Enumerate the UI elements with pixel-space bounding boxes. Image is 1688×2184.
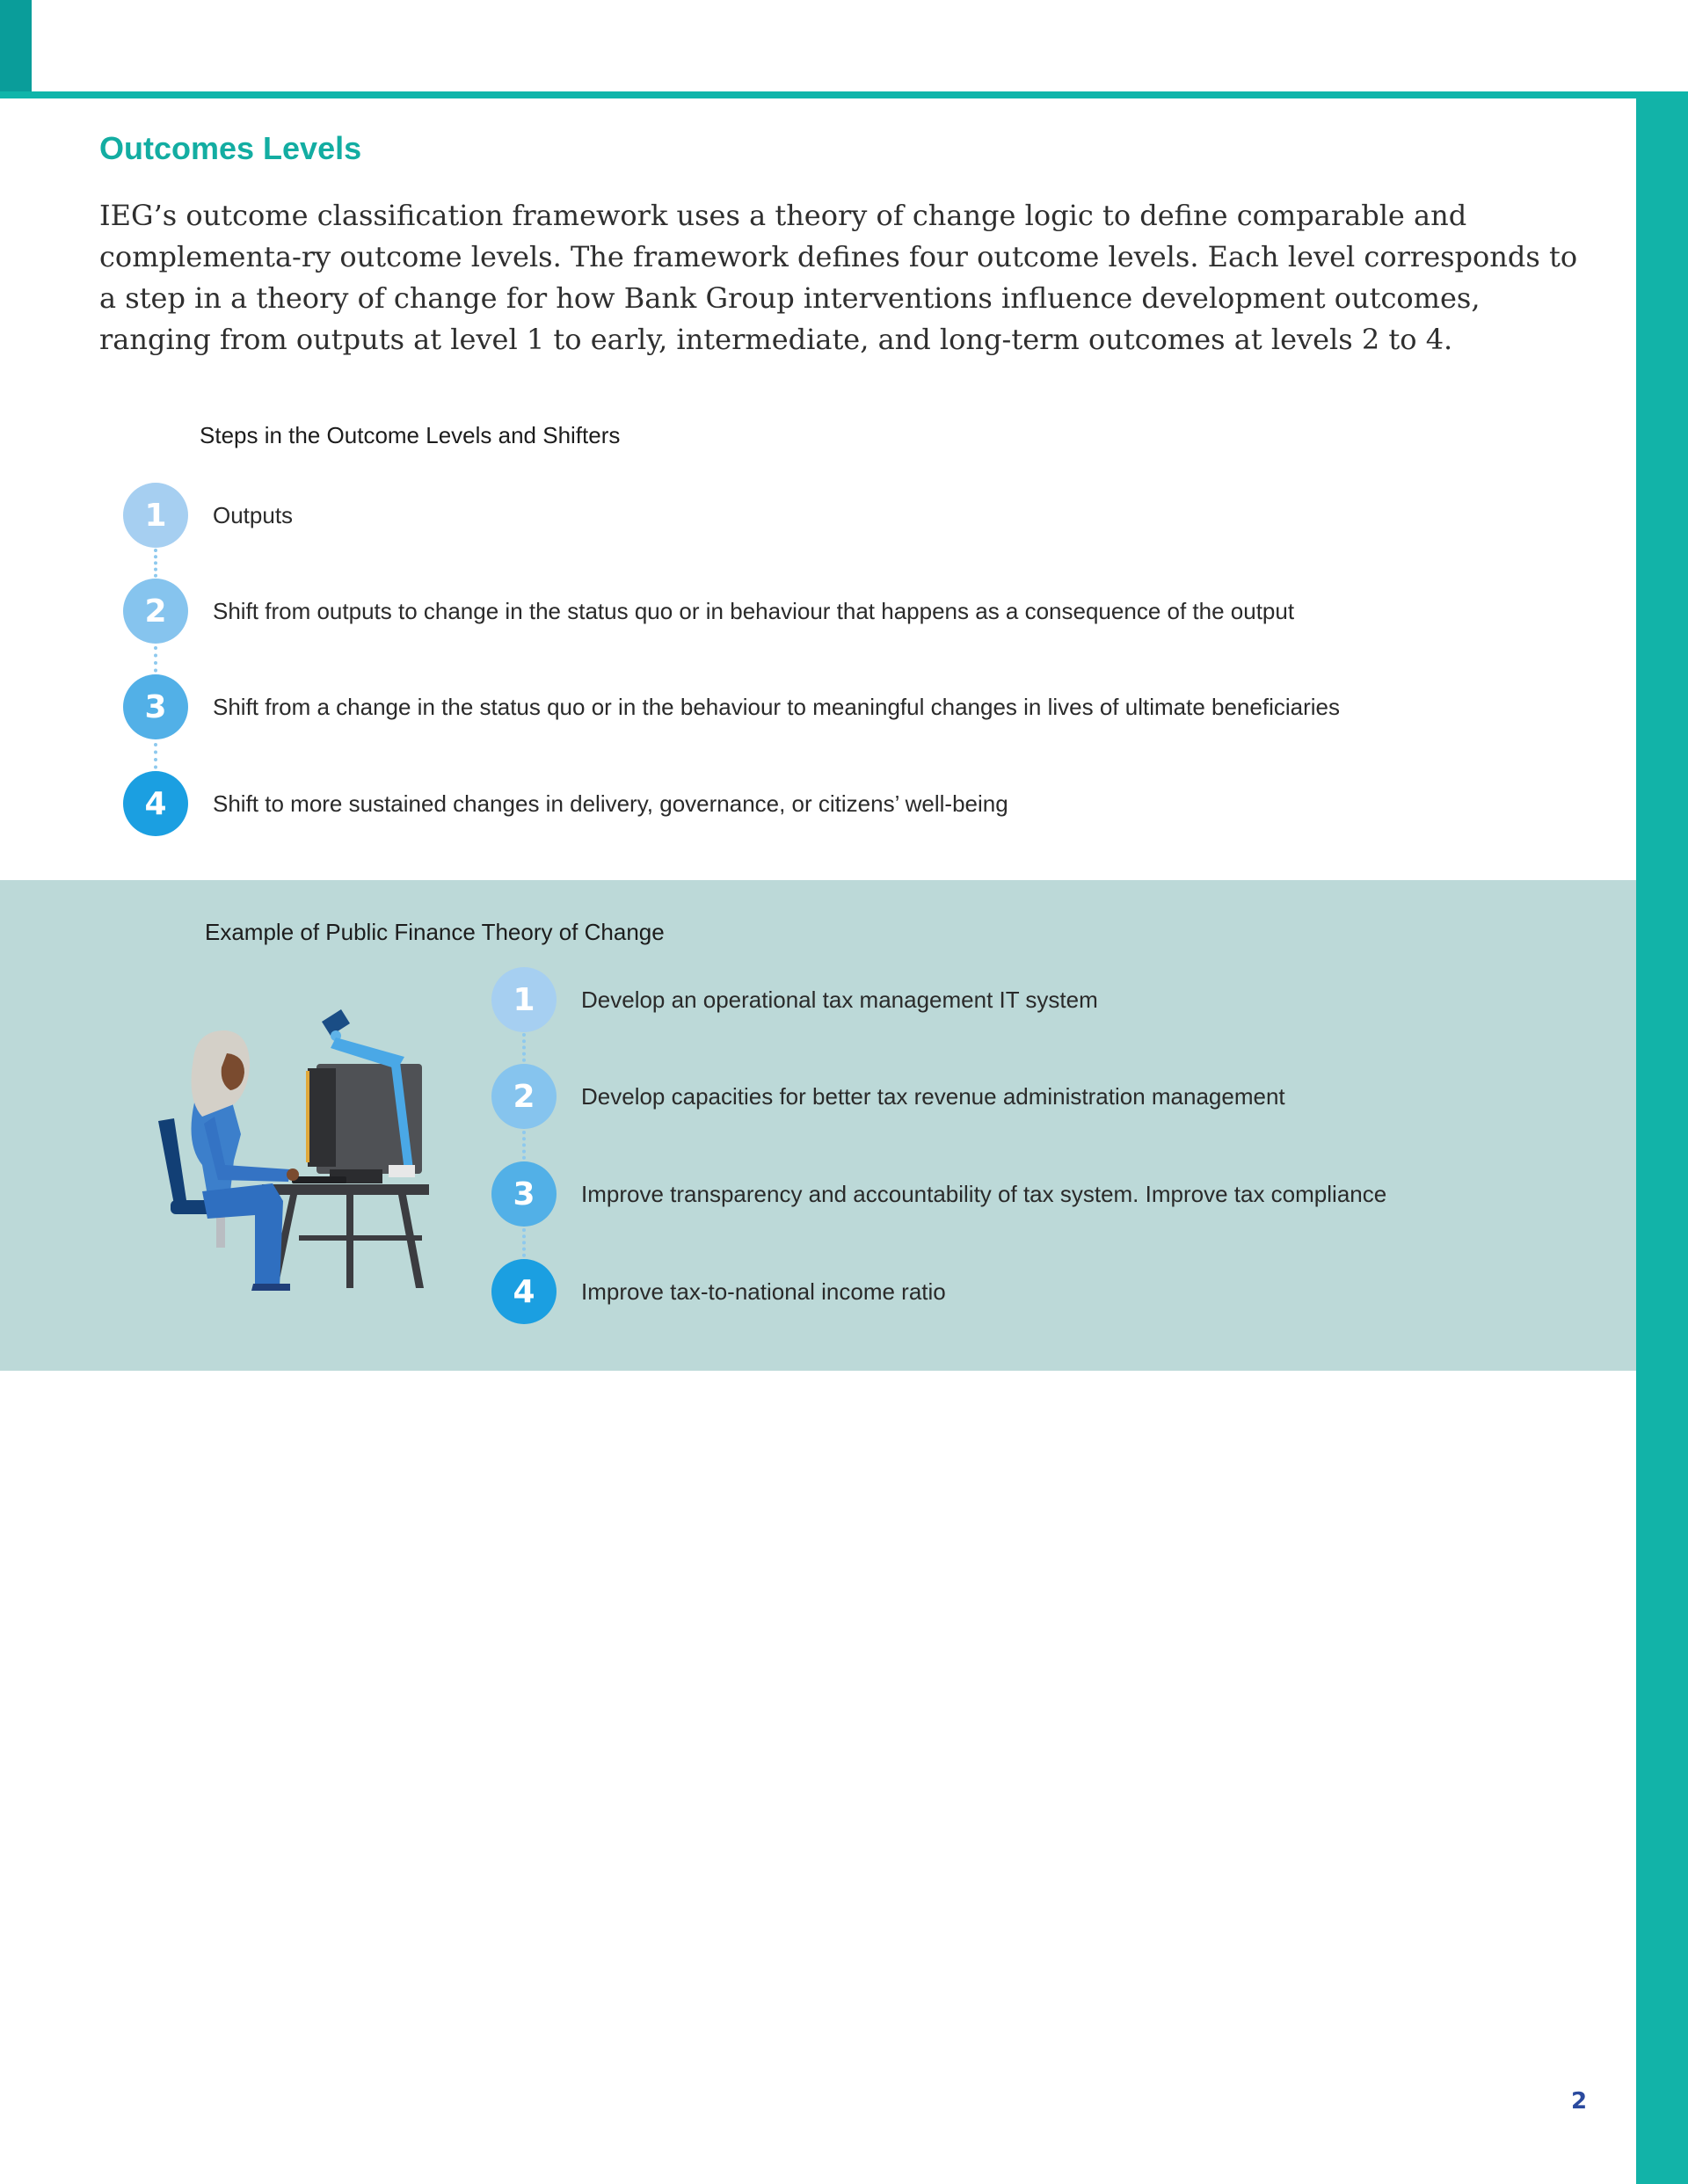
step-label: Improve transparency and accountability of tax system. Improve tax compliance: [581, 1180, 1387, 1207]
level-step: [123, 673, 1340, 740]
step-number-badge: 3: [123, 674, 188, 739]
right-margin-bar: [1636, 98, 1688, 2184]
step-number-badge: 4: [491, 1259, 557, 1324]
step-label: Develop capacities for better tax revenue administration management: [581, 1082, 1285, 1110]
section-heading: Outcomes Levels: [99, 130, 362, 166]
step-number-badge: 2: [123, 579, 188, 644]
example-diagram-title: Example of Public Finance Theory of Change: [205, 919, 665, 945]
level-step: [123, 482, 293, 549]
step-number-badge: 4: [123, 771, 188, 836]
example-step: [491, 1258, 946, 1325]
example-step: [491, 1161, 1386, 1227]
step-label: Shift from a change in the status quo or in the behaviour to meaningful changes in lives of ultimate beneficiaries: [213, 693, 1340, 720]
step-number-badge: 3: [491, 1161, 557, 1227]
level-step: [123, 578, 1294, 644]
example-step: [491, 1063, 1285, 1130]
levels-diagram-title: Steps in the Outcome Levels and Shifters: [200, 422, 621, 448]
intro-paragraph: IEG’s outcome classification framework uses a theory of change logic to define comparable and complementa-ry outcome levels. The framework defines four outcome levels. Each level corresponds to a step in a theory of change for how Bank Group interventions influence development outcomes, ranging from outputs at level 1 to early, intermediate, and long-term outcomes at levels 2 to 4.: [99, 199, 1578, 356]
step-number-badge: 1: [123, 483, 188, 548]
step-label: Improve tax-to-national income ratio: [581, 1278, 946, 1305]
top-rule: [0, 91, 1688, 98]
step-label: Shift to more sustained changes in delivery, governance, or citizens’ well-being: [213, 790, 1008, 817]
step-label: Outputs: [213, 501, 294, 528]
step-label: Shift from outputs to change in the status quo or in behaviour that happens as a consequence of the output: [213, 597, 1295, 624]
step-number-badge: 1: [491, 967, 557, 1032]
top-accent-block: [0, 0, 32, 91]
page-number: 2: [1571, 2088, 1588, 2115]
level-step: [123, 770, 1008, 837]
woman-at-computer-icon: [149, 985, 440, 1297]
step-label: Develop an operational tax management IT system: [581, 986, 1098, 1013]
example-step: [491, 966, 1098, 1033]
step-number-badge: 2: [491, 1064, 557, 1129]
